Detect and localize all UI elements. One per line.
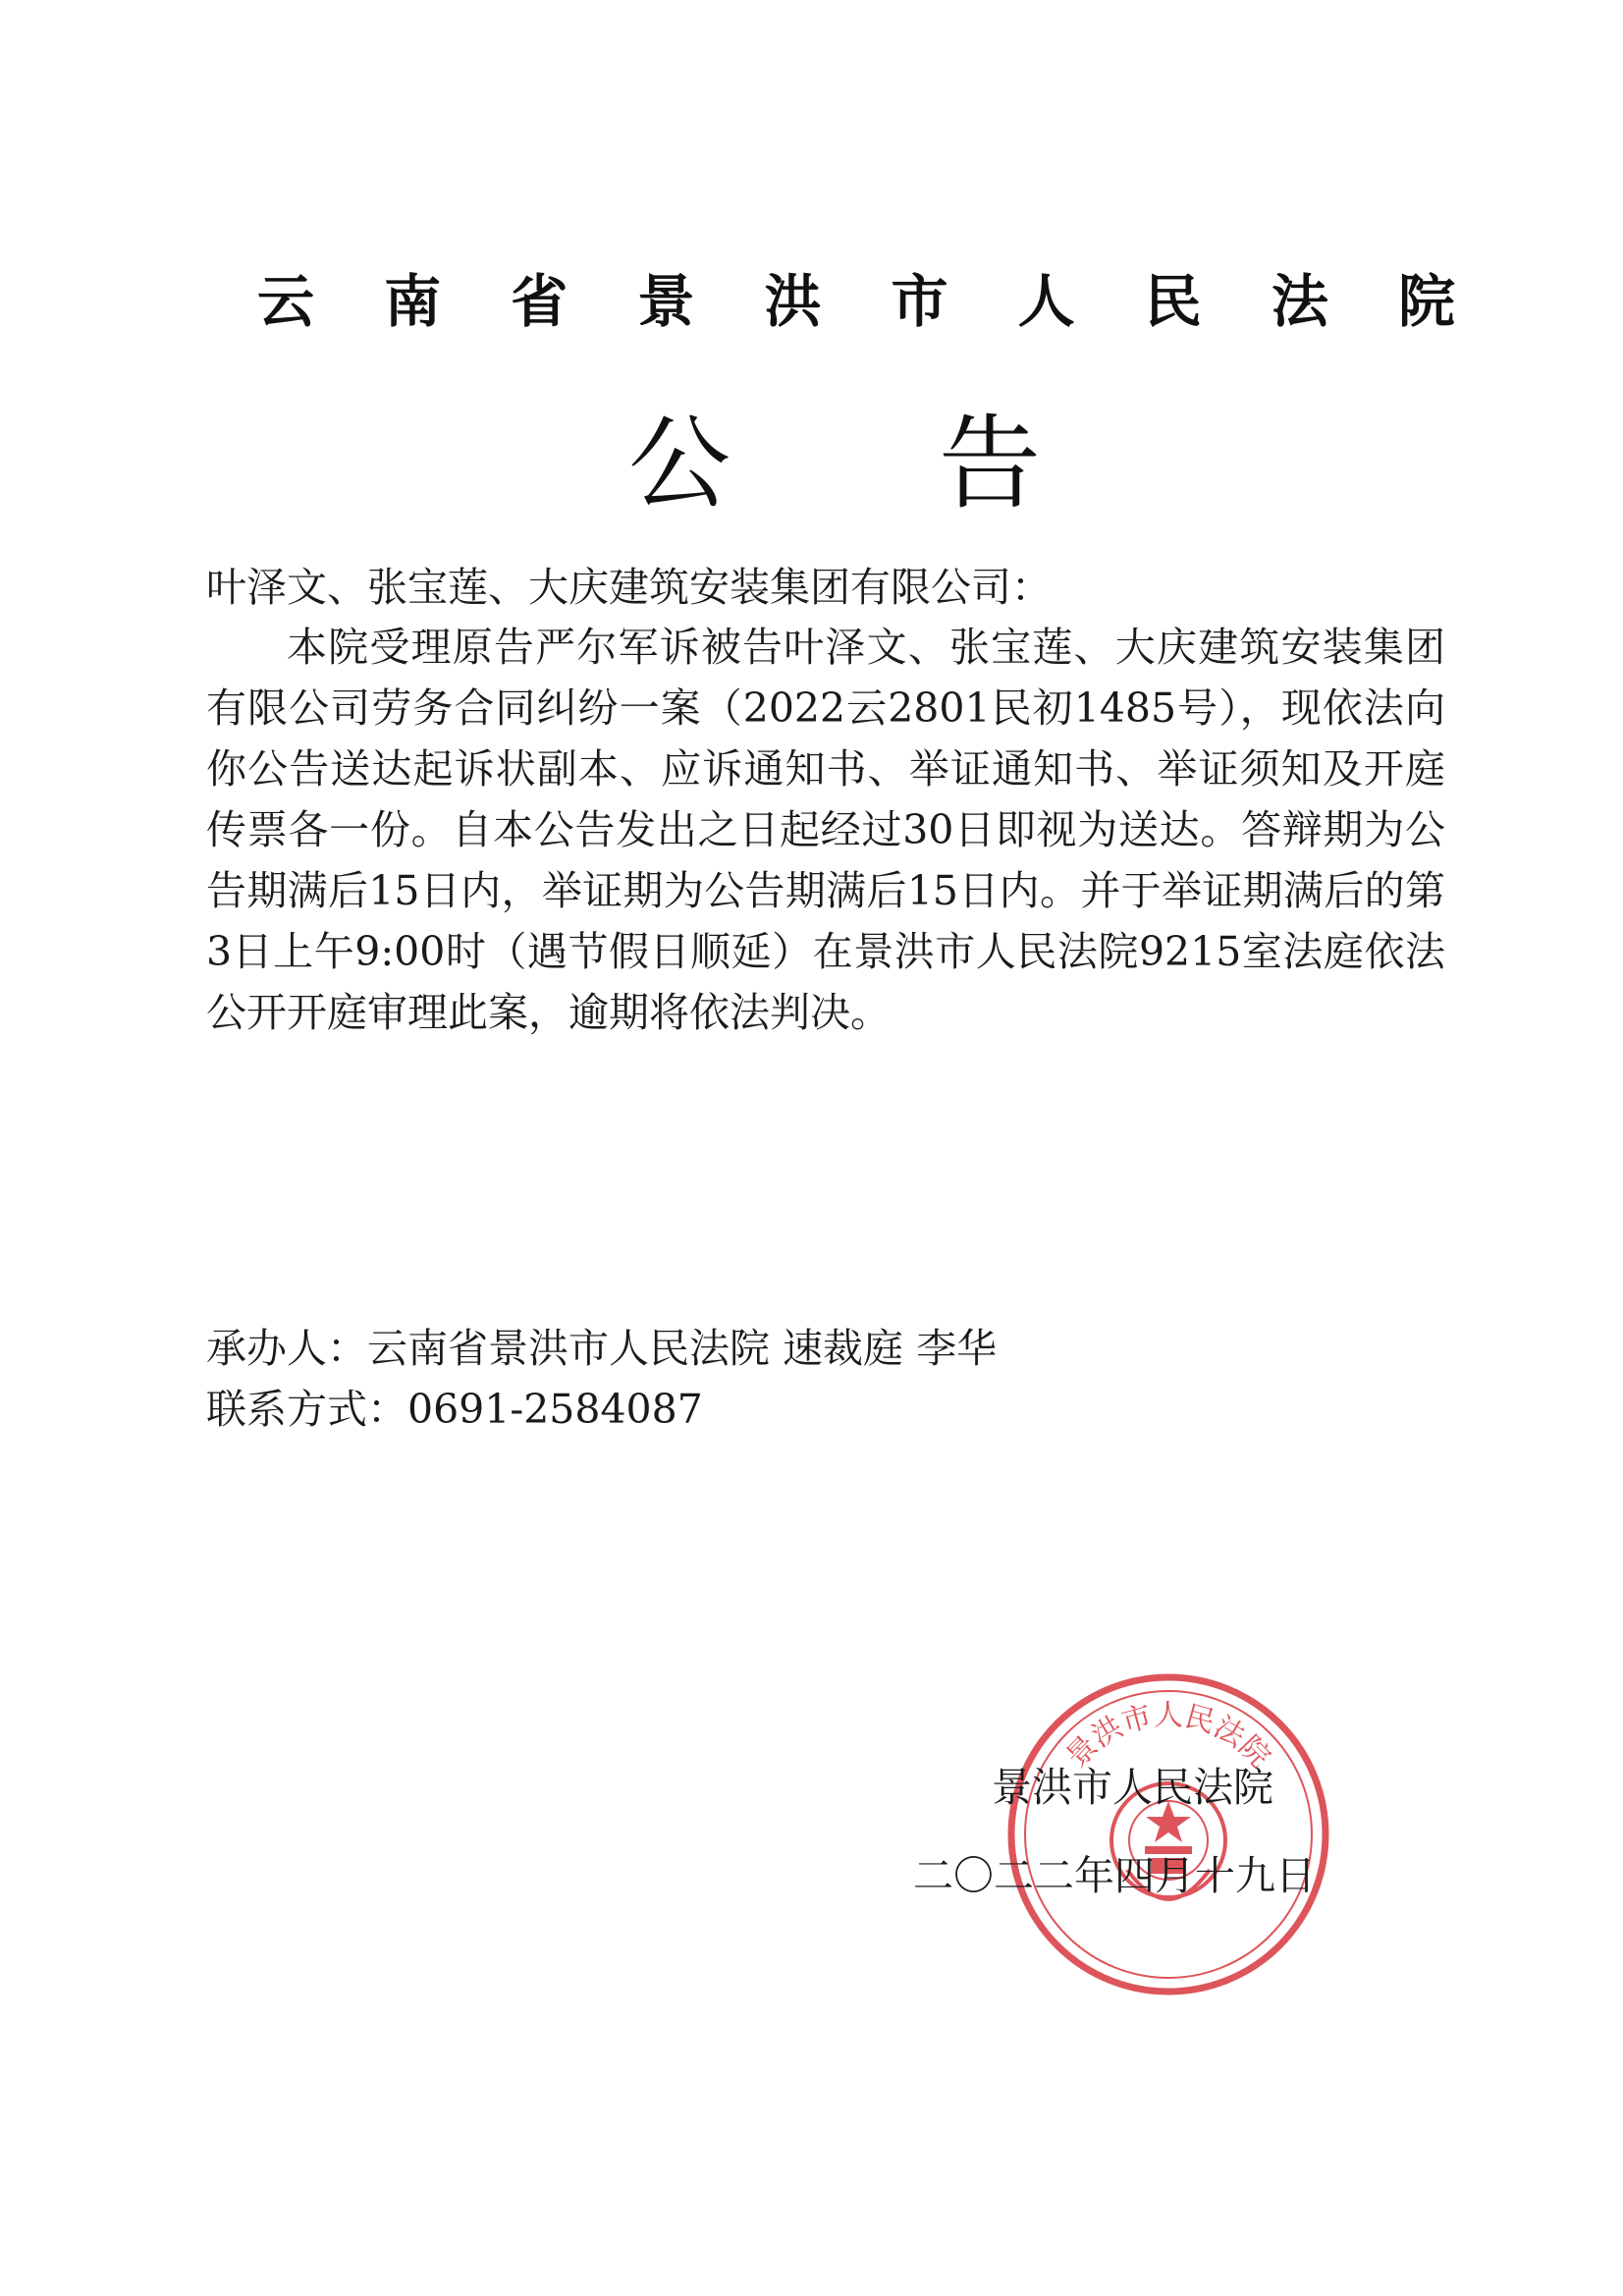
court-char: 院 [1397, 268, 1455, 335]
title-char: 公 [628, 404, 731, 523]
court-name-heading [257, 267, 1455, 336]
court-char: 南 [384, 268, 442, 335]
court-char: 省 [511, 268, 568, 335]
court-char: 市 [891, 268, 948, 335]
court-char: 法 [1271, 268, 1328, 335]
court-char: 人 [1017, 268, 1075, 335]
court-seal-stamp-icon [1001, 1667, 1335, 2001]
signing-date: 二〇二二年四月十九日 [913, 1852, 1316, 1899]
seal-ring-textpath: 景洪市人民法院 [1059, 1698, 1277, 1775]
court-char: 洪 [764, 268, 822, 335]
phone-line: 联系方式：0691-2584087 [206, 1386, 703, 1433]
notice-body [206, 617, 1445, 1043]
title-char: 告 [938, 404, 1041, 523]
signing-organization: 景洪市人民法院 [992, 1764, 1273, 1811]
seal-inner-ring [1025, 1691, 1312, 1978]
court-char: 景 [637, 268, 695, 335]
handler-line: 承办人：云南省景洪市人民法院 速裁庭 李华 [206, 1325, 998, 1372]
court-char: 云 [257, 268, 315, 335]
notice-paragraph: 本院受理原告严尔军诉被告叶泽文、张宝莲、大庆建筑安装集团有限公司劳务合同纠纷一案（2022云2801民初1485号），现依法向你公告送达起诉状副本、应诉通知书、举证通知书、举证须知及开庭传票各一份。自本公告发出之日起经过30日即视为送达。答辩期为公告期满后15日内，举证期为公告期满后15日内。并于举证期满后的第3日上午9:00时（遇节假日顺延）在景洪市人民法院9215室法庭依法公开开庭审理此案，逾期将依法判决。 [206, 624, 1445, 1036]
contact-block [206, 1318, 997, 1440]
court-char: 民 [1144, 268, 1202, 335]
document-title [628, 405, 1041, 522]
addressee: 叶泽文、张宝莲、大庆建筑安装集团有限公司： [206, 564, 1052, 611]
